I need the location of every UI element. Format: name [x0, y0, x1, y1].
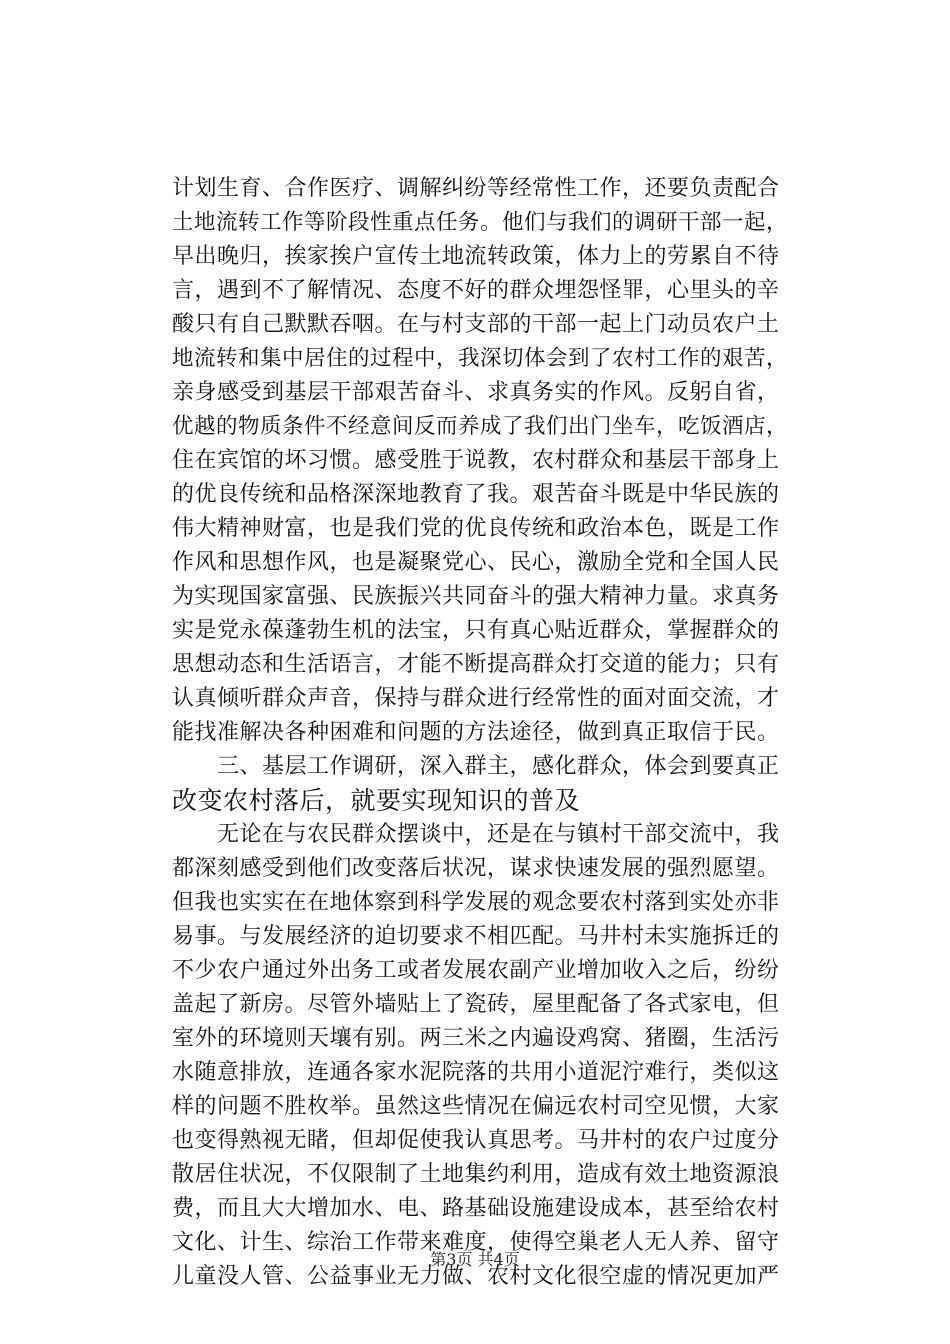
text-line: 实是党永葆蓬勃生机的法宝，只有真心贴近群众，掌握群众的: [172, 618, 780, 643]
text-line: 优越的物质条件不经意间反而养成了我们出门坐车，吃饭酒店，: [172, 414, 789, 439]
section-heading-line: 三、基层工作调研，深入群主，感化群众，体会到要真正: [172, 754, 780, 779]
text-line: 计划生育、合作医疗、调解纠纷等经常性工作，还要负责配合: [172, 176, 780, 201]
body-text: [172, 172, 792, 1294]
text-line: 地流转和集中居住的过程中，我深切体会到了农村工作的艰苦，: [172, 346, 789, 371]
section-heading-line: 改变农村落后，就要实现知识的普及: [172, 786, 581, 815]
text-line: 文化、计生、综治工作带来难度，使得空巢老人无人养、留守: [172, 1230, 780, 1255]
text-line: 言，遇到不了解情况、态度不好的群众埋怨怪罪，心里头的辛: [172, 278, 780, 303]
text-line: 也变得熟视无睹，但却促使我认真思考。马井村的农户过度分: [172, 1128, 780, 1153]
text-line: 散居住状况，不仅限制了土地集约利用，造成有效土地资源浪: [172, 1162, 780, 1187]
text-line: 思想动态和生活语言，才能不断提高群众打交道的能力；只有: [172, 652, 780, 677]
text-line: 亲身感受到基层干部艰苦奋斗、求真务实的作风。反躬自省，: [172, 380, 780, 405]
text-line: 样的问题不胜枚举。虽然这些情况在偏远农村司空见惯，大家: [172, 1094, 780, 1119]
text-line: 认真倾听群众声音，保持与群众进行经常性的面对面交流，才: [172, 686, 780, 711]
text-line: 作风和思想作风，也是凝聚党心、民心，激励全党和全国人民: [172, 550, 780, 575]
page-number-footer: 第3页 共4页: [430, 1250, 520, 1269]
text-line: 土地流转工作等阶段性重点任务。他们与我们的调研干部一起，: [172, 210, 789, 235]
text-line: 但我也实实在在地体察到科学发展的观念要农村落到实处亦非: [172, 890, 780, 915]
text-line: 能找准解决各种困难和问题的方法途径，做到真正取信于民。: [172, 720, 780, 745]
text-line: 无论在与农民群众摆谈中，还是在与镇村干部交流中，我: [172, 822, 780, 847]
text-line: 水随意排放，连通各家水泥院落的共用小道泥泞难行，类似这: [172, 1060, 780, 1085]
text-line: 伟大精神财富，也是我们党的优良传统和政治本色，既是工作: [172, 516, 780, 541]
text-line: 易事。与发展经济的迫切要求不相匹配。马井村未实施拆迁的: [172, 924, 780, 949]
text-line: 都深刻感受到他们改变落后状况，谋求快速发展的强烈愿望。: [172, 856, 780, 881]
text-line: 酸只有自己默默吞咽。在与村支部的干部一起上门动员农户土: [172, 312, 780, 337]
text-line: 的优良传统和品格深深地教育了我。艰苦奋斗既是中华民族的: [172, 482, 780, 507]
text-line: 费，而且大大增加水、电、路基础设施建设成本，甚至给农村: [172, 1196, 780, 1221]
text-line: 不少农户通过外出务工或者发展农副产业增加收入之后，纷纷: [172, 958, 780, 983]
text-line: 儿童没人管、公益事业无力做、农村文化很空虚的情况更加严: [172, 1264, 780, 1289]
text-line: 室外的环境则天壤有别。两三米之内遍设鸡窝、猪圈，生活污: [172, 1026, 780, 1051]
text-line: 住在宾馆的坏习惯。感受胜于说教，农村群众和基层干部身上: [172, 448, 780, 473]
text-line: 盖起了新房。尽管外墙贴上了瓷砖，屋里配备了各式家电，但: [172, 992, 780, 1017]
text-line: 早出晚归，挨家挨户宣传土地流转政策，体力上的劳累自不待: [172, 244, 780, 269]
text-line: 为实现国家富强、民族振兴共同奋斗的强大精神力量。求真务: [172, 584, 780, 609]
